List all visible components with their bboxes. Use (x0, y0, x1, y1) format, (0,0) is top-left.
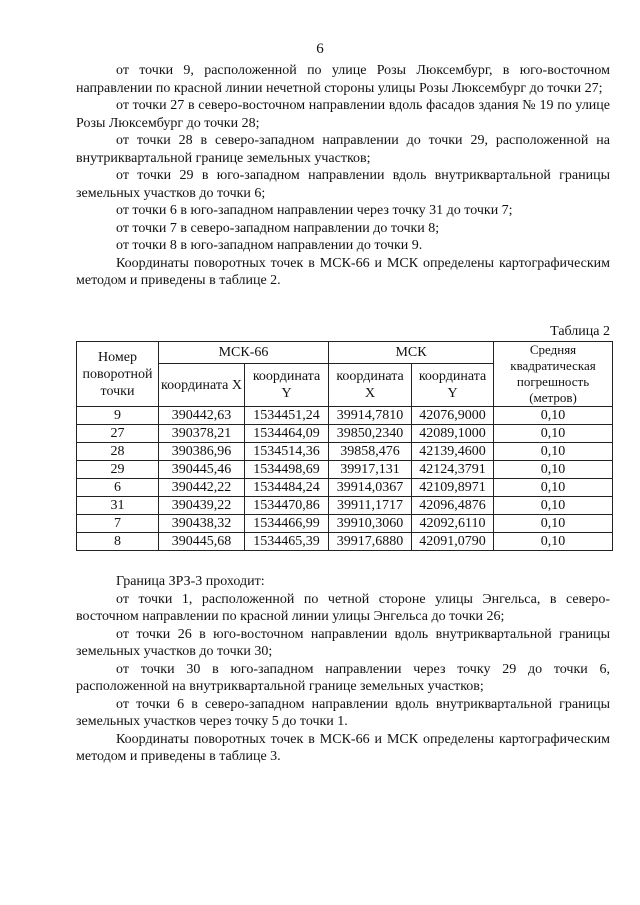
coordinates-table (76, 341, 613, 551)
cell-error: 0,10 (494, 497, 613, 515)
cell-error: 0,10 (494, 407, 613, 425)
cell-msk-y: 42092,6110 (412, 515, 494, 533)
table-caption: Таблица 2 (550, 324, 610, 339)
table-row (77, 515, 613, 533)
cell-msk66-y: 1534466,99 (245, 515, 329, 533)
table-row (77, 479, 613, 497)
paragraph: от точки 27 в северо-восточном направлении вдоль фасадов здания № 19 по улице Розы Люксембург до точки 28; (76, 98, 610, 131)
cell-msk-y: 42096,4876 (412, 497, 494, 515)
section-heading: Граница ЗРЗ-3 проходит: (116, 574, 265, 589)
cell-error: 0,10 (494, 515, 613, 533)
cell-msk66-y: 1534514,36 (245, 443, 329, 461)
cell-error: 0,10 (494, 425, 613, 443)
header-point-number: Номер поворотной точки (77, 342, 159, 407)
cell-msk66-y: 1534465,39 (245, 533, 329, 551)
cell-msk66-x: 390445,68 (159, 533, 245, 551)
table-row (77, 407, 613, 425)
paragraph: Координаты поворотных точек в МСК-66 и МСК определены картографическим методом и приведены в таблице 2. (76, 255, 610, 288)
header-msk: МСК (329, 342, 494, 364)
cell-msk66-y: 1534484,24 (245, 479, 329, 497)
cell-msk-y: 42089,1000 (412, 425, 494, 443)
cell-msk66-x: 390442,22 (159, 479, 245, 497)
header-msk-x: координата X (329, 364, 412, 407)
paragraph: от точки 28 в северо-западном направлении до точки 29, расположенной на внутриквартальной границе земельных участков; (76, 133, 610, 166)
cell-point: 29 (77, 461, 159, 479)
cell-msk66-y: 1534470,86 (245, 497, 329, 515)
cell-msk66-x: 390438,32 (159, 515, 245, 533)
boundary-description-1 (76, 62, 610, 290)
paragraph: от точки 8 в юго-западном направлении до точки 9. (116, 238, 423, 253)
cell-msk66-y: 1534498,69 (245, 461, 329, 479)
cell-point: 8 (77, 533, 159, 551)
paragraph: от точки 1, расположенной по четной стороне улицы Энгельса, в северо-восточном направлении по красной линии улицы Энгельса до точки 26; (76, 591, 610, 624)
page-number: 6 (316, 41, 324, 57)
cell-error: 0,10 (494, 533, 613, 551)
cell-msk-x: 39917,6880 (329, 533, 412, 551)
cell-msk-x: 39850,2340 (329, 425, 412, 443)
cell-point: 31 (77, 497, 159, 515)
paragraph: от точки 29 в юго-западном направлении вдоль внутриквартальной границы земельных участков до точки 6; (76, 168, 610, 201)
cell-msk66-x: 390442,63 (159, 407, 245, 425)
cell-msk66-x: 390445,46 (159, 461, 245, 479)
cell-msk-y: 42139,4600 (412, 443, 494, 461)
paragraph: от точки 6 в юго-западном направлении через точку 31 до точки 7; (116, 203, 513, 218)
cell-msk-x: 39911,1717 (329, 497, 412, 515)
cell-msk-x: 39858,476 (329, 443, 412, 461)
cell-msk-y: 42076,9000 (412, 407, 494, 425)
cell-point: 28 (77, 443, 159, 461)
cell-msk66-x: 390439,22 (159, 497, 245, 515)
paragraph: от точки 26 в юго-восточном направлении вдоль внутриквартальной границы земельных участков до точки 30; (76, 626, 610, 659)
cell-msk-y: 42091,0790 (412, 533, 494, 551)
header-error: Средняя квадратическая погрешность (метров) (494, 342, 613, 407)
paragraph: от точки 6 в северо-западном направлении вдоль внутриквартальной границы земельных участков через точку 5 до точки 1. (76, 696, 610, 729)
table-row (77, 461, 613, 479)
cell-msk66-y: 1534451,24 (245, 407, 329, 425)
cell-msk66-y: 1534464,09 (245, 425, 329, 443)
cell-msk66-x: 390378,21 (159, 425, 245, 443)
paragraph: от точки 9, расположенной по улице Розы Люксембург, в юго-восточном направлении по красной линии нечетной стороны улицы Розы Люксембург до точки 27; (76, 63, 610, 96)
header-msk66-x: координата X (159, 364, 245, 407)
cell-point: 27 (77, 425, 159, 443)
boundary-description-2 (76, 573, 610, 766)
table-row (77, 443, 613, 461)
paragraph: от точки 7 в северо-западном направлении до точки 8; (116, 220, 440, 236)
cell-point: 7 (77, 515, 159, 533)
cell-msk-x: 39910,3060 (329, 515, 412, 533)
header-msk-y: координата Y (412, 364, 494, 407)
cell-msk66-x: 390386,96 (159, 443, 245, 461)
cell-error: 0,10 (494, 443, 613, 461)
table-row (77, 497, 613, 515)
cell-msk-y: 42109,8971 (412, 479, 494, 497)
cell-msk-y: 42124,3791 (412, 461, 494, 479)
table-row (77, 425, 613, 443)
header-msk66-y: координата Y (245, 364, 329, 407)
cell-msk-x: 39914,7810 (329, 407, 412, 425)
cell-msk-x: 39917,131 (329, 461, 412, 479)
cell-point: 9 (77, 407, 159, 425)
cell-msk-x: 39914,0367 (329, 479, 412, 497)
paragraph: Координаты поворотных точек в МСК-66 и МСК определены картографическим методом и приведены в таблице 3. (76, 731, 610, 764)
header-msk66: МСК-66 (159, 342, 329, 364)
cell-point: 6 (77, 479, 159, 497)
cell-error: 0,10 (494, 461, 613, 479)
paragraph: от точки 30 в юго-западном направлении через точку 29 до точки 6, расположенной на внутриквартальной границе земельных участков; (76, 661, 610, 694)
cell-error: 0,10 (494, 479, 613, 497)
table-row (77, 533, 613, 551)
